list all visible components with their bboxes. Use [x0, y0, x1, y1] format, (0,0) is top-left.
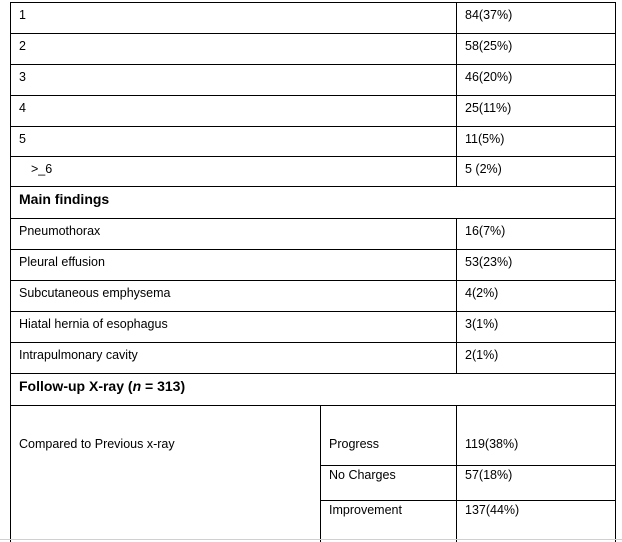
table-row: [10, 311, 616, 342]
table-row: [10, 280, 616, 311]
table-row: [10, 342, 616, 373]
row-value: 4(2%): [456, 281, 615, 311]
followup-block: [10, 405, 616, 542]
row-value: 46(20%): [456, 65, 615, 95]
compared-cell: [11, 406, 321, 542]
row-label: 2: [19, 39, 26, 53]
row-value: 84(37%): [456, 3, 615, 33]
row-label: No Charges: [329, 468, 396, 482]
table-row: [10, 249, 616, 280]
followup-values: [456, 406, 615, 542]
row-value: 16(7%): [456, 219, 615, 249]
row-label: >_6: [31, 162, 53, 176]
section-header-row: [10, 373, 616, 405]
compared-label: Compared to Previous x-ray: [19, 437, 175, 451]
row-value: 25(11%): [456, 96, 615, 126]
row-value: 2(1%): [456, 343, 615, 373]
section-title: Follow-up X-ray (n = 313): [19, 378, 186, 394]
row-label: 3: [19, 70, 26, 84]
section-header-row: [10, 186, 616, 218]
row-value: 53(23%): [456, 250, 615, 280]
row-label: 1: [19, 8, 26, 22]
row-label: 4: [19, 101, 26, 115]
row-value: 11(5%): [456, 127, 615, 156]
table-row: [10, 2, 616, 33]
followup-labels: [321, 406, 456, 542]
row-value: 5 (2%): [456, 157, 615, 186]
table-row: [10, 95, 616, 126]
table-row: [10, 156, 616, 186]
row-value: 3(1%): [456, 312, 615, 342]
row-value: 58(25%): [456, 34, 615, 64]
row-label: Improvement: [329, 503, 402, 517]
row-label: Pneumothorax: [19, 224, 101, 238]
row-label: Pleural effusion: [19, 255, 105, 269]
row-label: Hiatal hernia of esophagus: [19, 317, 168, 331]
row-value: 119(38%): [465, 437, 519, 451]
table-row: [10, 218, 616, 249]
row-value: 137(44%): [465, 503, 520, 517]
row-label: Subcutaneous emphysema: [19, 286, 171, 300]
row-divider: [321, 465, 615, 466]
row-label: 5: [19, 132, 26, 146]
section-title: Main findings: [19, 191, 110, 207]
table-row: [10, 33, 616, 64]
row-value: 57(18%): [465, 468, 513, 482]
row-divider: [321, 500, 615, 501]
table-row: [10, 126, 616, 156]
row-label: Progress: [329, 437, 380, 451]
row-label: Intrapulmonary cavity: [19, 348, 138, 362]
page-bottom-edge: [0, 539, 622, 540]
table-row: [10, 64, 616, 95]
